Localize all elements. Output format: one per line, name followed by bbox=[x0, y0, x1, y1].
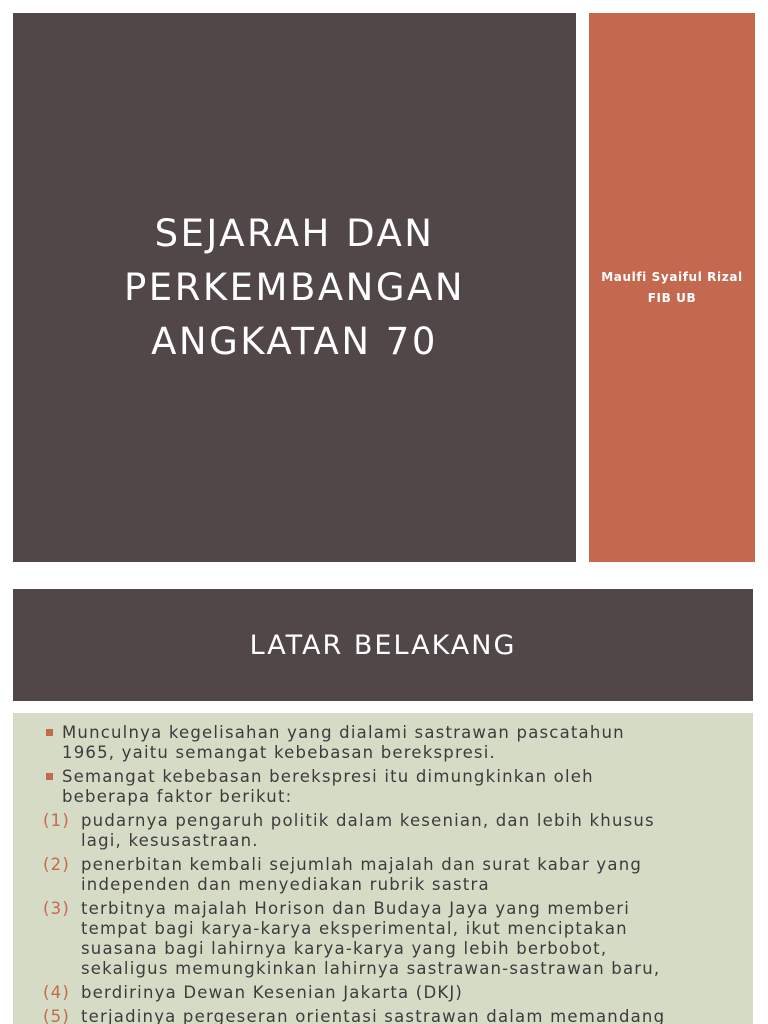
list-item-line: pudarnya pengaruh politik dalam kesenian, dan lebih khusus bbox=[81, 811, 655, 830]
list-item-line: Munculnya kegelisahan yang dialami sastrawan pascatahun bbox=[62, 723, 625, 742]
title-panel bbox=[13, 13, 576, 562]
numbered-item bbox=[13, 811, 753, 851]
list-item-line: sekaligus memungkinkan lahirnya sastrawan-sastrawan baru, bbox=[81, 959, 661, 978]
content-list bbox=[13, 713, 753, 1024]
list-item bbox=[13, 723, 753, 763]
author-panel bbox=[589, 13, 755, 562]
list-item-line: berdirinya Dewan Kesenian Jakarta (DKJ) bbox=[81, 983, 464, 1002]
section-header bbox=[13, 589, 753, 701]
list-item-line: lagi, kesusastraan. bbox=[81, 831, 259, 850]
item-number: (2) bbox=[43, 855, 70, 874]
main-title bbox=[124, 207, 465, 369]
item-number: (1) bbox=[43, 811, 70, 830]
list-item-line: terbitnya majalah Horison dan Budaya Jaya yang memberi bbox=[81, 899, 631, 918]
section-title: LATAR BELAKANG bbox=[249, 629, 517, 661]
content-panel bbox=[13, 713, 753, 1024]
item-number: (3) bbox=[43, 899, 70, 918]
main-title-line: PERKEMBANGAN bbox=[124, 265, 465, 309]
numbered-item bbox=[13, 983, 753, 1003]
square-bullet-icon bbox=[46, 773, 53, 780]
list-item-line: penerbitan kembali sejumlah majalah dan surat kabar yang bbox=[81, 855, 643, 874]
main-title-line: ANGKATAN 70 bbox=[151, 319, 438, 363]
list-item-line: beberapa faktor berikut: bbox=[62, 787, 293, 806]
numbered-item bbox=[13, 1007, 753, 1024]
list-item-line: tempat bagi karya-karya eksperimental, ikut menciptakan bbox=[81, 919, 628, 938]
numbered-item bbox=[13, 855, 753, 895]
list-item-line: 1965, yaitu semangat kebebasan berekspresi. bbox=[62, 743, 496, 762]
author-name: Maulfi Syaiful Rizal bbox=[601, 269, 743, 284]
list-item-line: suasana bagi lahirnya karya-karya yang lebih berbobot, bbox=[81, 939, 608, 958]
list-item-line: independen dan menyediakan rubrik sastra bbox=[81, 875, 490, 894]
item-number: (5) bbox=[43, 1007, 70, 1024]
author-affiliation: FIB UB bbox=[647, 290, 697, 305]
item-number: (4) bbox=[43, 983, 70, 1002]
list-item bbox=[13, 767, 753, 807]
numbered-item bbox=[13, 899, 753, 979]
list-item-line: Semangat kebebasan berekspresi itu dimungkinkan oleh bbox=[62, 767, 594, 786]
list-item-line: terjadinya pergeseran orientasi sastrawan dalam memandang bbox=[81, 1007, 666, 1024]
main-title-line: SEJARAH DAN bbox=[154, 211, 435, 255]
square-bullet-icon bbox=[46, 729, 53, 736]
